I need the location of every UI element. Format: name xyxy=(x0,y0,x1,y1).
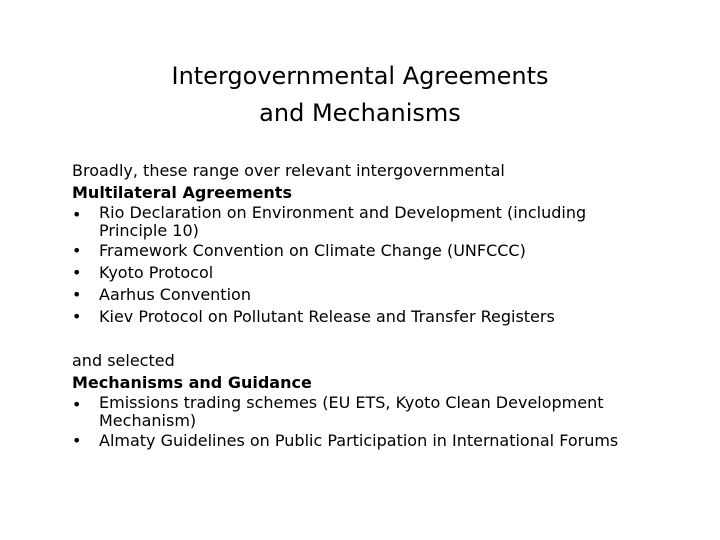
list-item xyxy=(72,306,692,328)
section-heading-agreements: Multilateral Agreements xyxy=(72,183,292,202)
bullet-icon: • xyxy=(72,263,82,282)
slide-body xyxy=(72,160,692,452)
list-item-text: Aarhus Convention xyxy=(99,285,251,304)
list-item xyxy=(72,284,692,306)
slide-title xyxy=(60,58,660,132)
bullet-icon: • xyxy=(72,285,82,304)
bullet-icon: • xyxy=(72,205,82,224)
bullet-icon: • xyxy=(72,431,82,450)
list-item-text: Almaty Guidelines on Public Participation in International Forums xyxy=(99,431,619,450)
list-item-text: Kyoto Protocol xyxy=(99,263,214,282)
intro-text: Broadly, these range over relevant intergovernmental xyxy=(72,161,505,180)
list-item xyxy=(72,262,692,284)
agreements-list xyxy=(72,204,692,328)
list-item-text-cont: Principle 10) xyxy=(99,221,199,240)
list-item-text: Rio Declaration on Environment and Development (including xyxy=(99,203,587,222)
section2-intro-text: and selected xyxy=(72,351,175,370)
list-item-text: Framework Convention on Climate Change (UNFCCC) xyxy=(99,241,526,260)
list-item xyxy=(72,204,692,240)
list-item xyxy=(72,394,692,430)
list-item-text-cont: Mechanism) xyxy=(99,411,197,430)
list-item-text: Kiev Protocol on Pollutant Release and Transfer Registers xyxy=(99,307,555,326)
list-item xyxy=(72,240,692,262)
list-item xyxy=(72,430,692,452)
mechanisms-list xyxy=(72,394,692,452)
title-line-2: and Mechanisms xyxy=(259,99,461,127)
section-heading-mechanisms: Mechanisms and Guidance xyxy=(72,373,312,392)
spacer xyxy=(72,328,692,350)
bullet-icon: • xyxy=(72,241,82,260)
bullet-icon: • xyxy=(72,395,82,414)
title-line-1: Intergovernmental Agreements xyxy=(171,62,549,90)
bullet-icon: • xyxy=(72,307,82,326)
list-item-text: Emissions trading schemes (EU ETS, Kyoto Clean Development xyxy=(99,393,604,412)
